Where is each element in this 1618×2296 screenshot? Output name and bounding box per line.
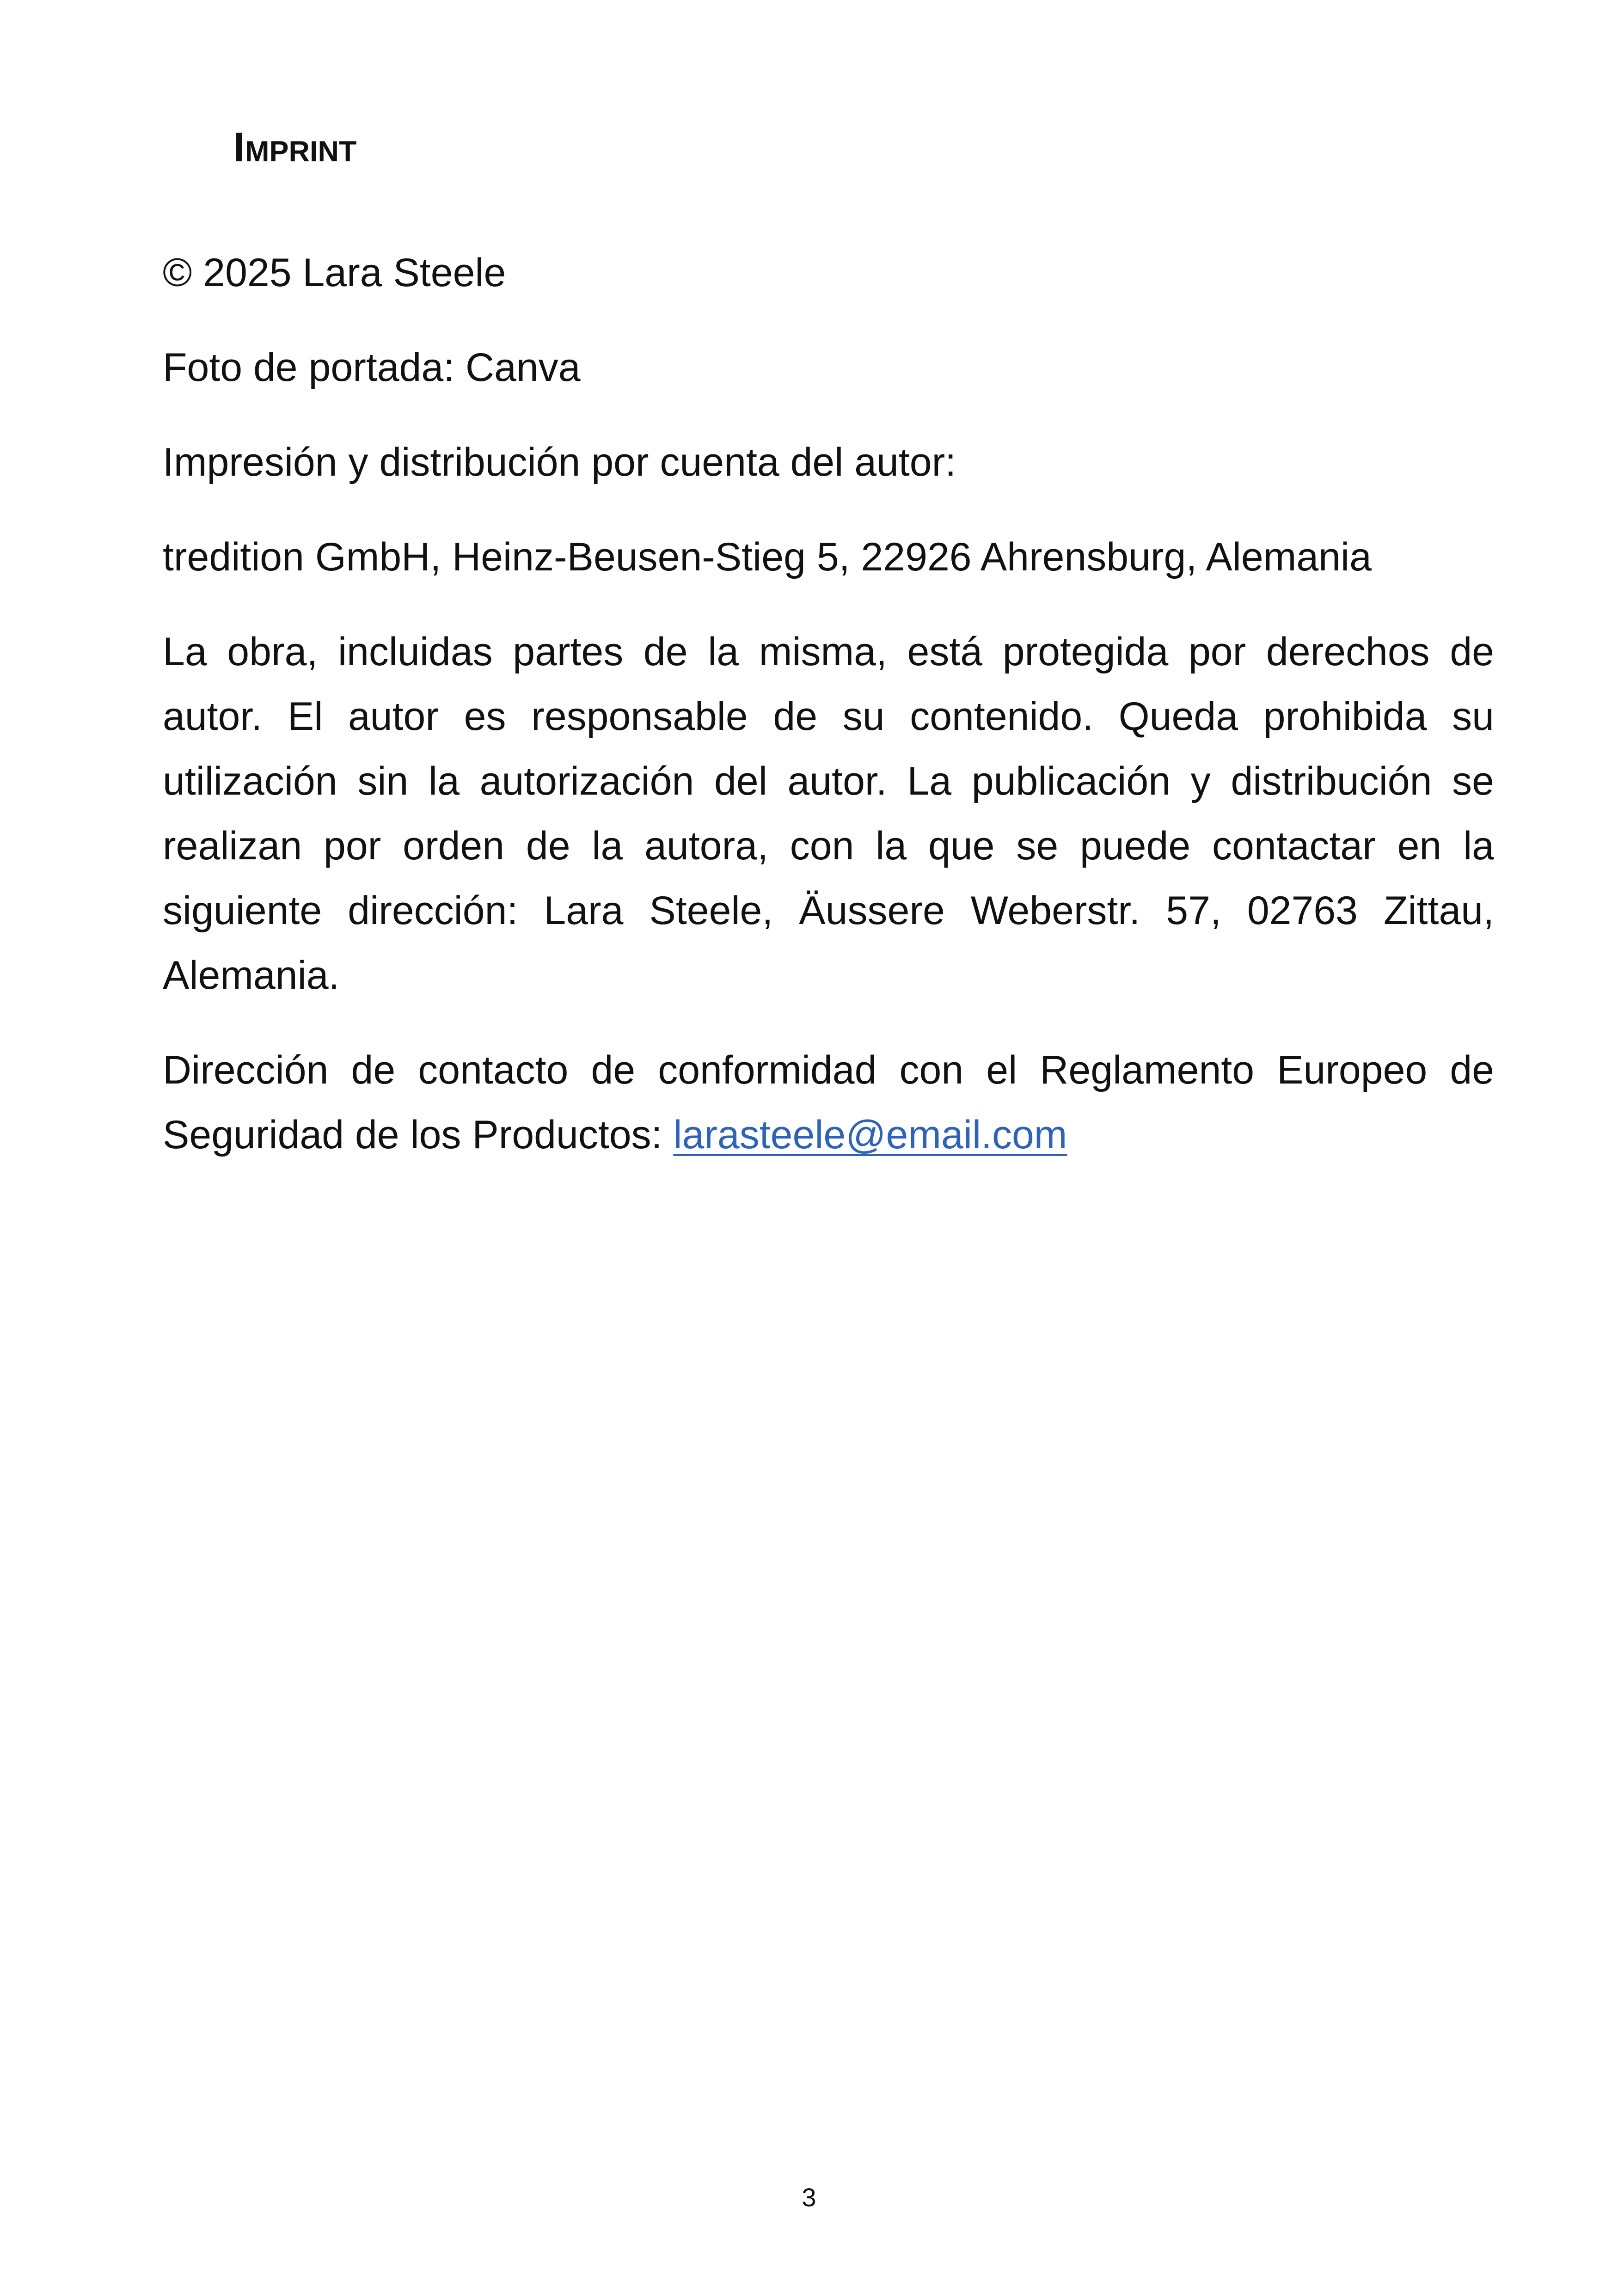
printing-label-line: Impresión y distribución por cuenta del autor: bbox=[163, 440, 956, 484]
rights-paragraph: La obra, incluidas partes de la misma, está protegida por derechos de autor. El autor es responsable de su contenido. Queda prohibida su utilización sin la autorización del autor. La publicación y distribución se realizan por orden de la autora, con la que se puede contactar en la siguiente dirección: Lara Steele, Äussere Weberstr. 57, 02763 Zittau, Alemania. bbox=[163, 630, 1494, 998]
contact-paragraph bbox=[163, 1038, 1494, 1167]
cover-photo-line: Foto de portada: Canva bbox=[163, 345, 581, 390]
publisher-address-line: tredition GmbH, Heinz-Beusen-Stieg 5, 22926 Ahrensburg, Alemania bbox=[163, 535, 1372, 579]
page-heading: Imprint bbox=[233, 124, 357, 171]
imprint-content bbox=[163, 240, 1494, 1197]
page-number: 3 bbox=[802, 2183, 816, 2212]
contact-prefix: Dirección de contacto de conformidad con el Reglamento Europeo de Seguridad de los Productos: bbox=[163, 1048, 1494, 1157]
contact-email-link[interactable]: larasteele@email.com bbox=[673, 1113, 1067, 1157]
copyright-line: © 2025 Lara Steele bbox=[163, 251, 506, 295]
